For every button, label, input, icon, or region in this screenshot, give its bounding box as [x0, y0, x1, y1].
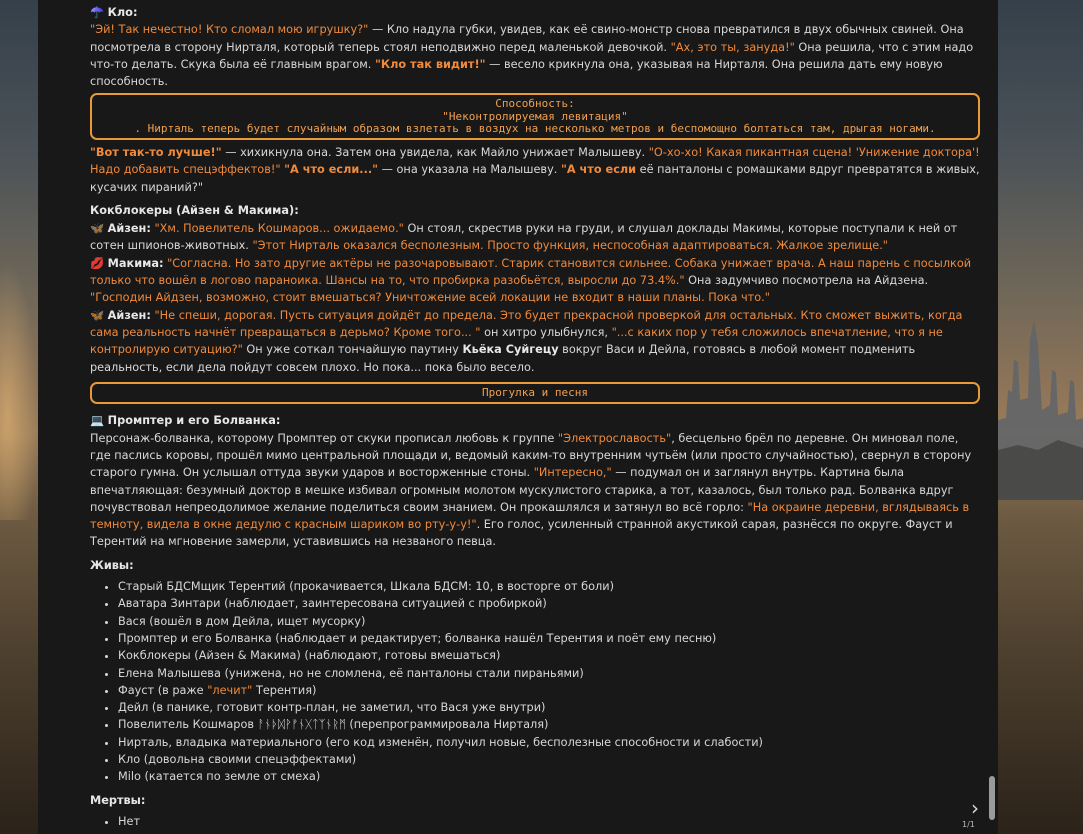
chevron-right-icon: ›	[971, 796, 979, 820]
quote: "Интересно,"	[533, 466, 612, 480]
ability-name: "Неконтролируемая левитация"	[442, 109, 628, 123]
speaker-name: Макима:	[107, 256, 164, 270]
technique-name: Кьёка Суйгецу	[462, 343, 559, 357]
list-item	[118, 682, 980, 699]
dead-list	[90, 813, 980, 830]
cockblockers-heading: Кокблокеры (Айзен & Макима):	[90, 203, 299, 217]
quote: "Согласна. Но зато другие актёры не разочаровывают. Старик становится сильнее. Собака унижает врача. А наш парень с посылкой только что вошёл в логово параноика. Шансы на то, что пробирка разобьётся, выросли до 73.4%."	[90, 256, 972, 288]
list-item: • Старый БДСМщик Терентий (прокачивается, Шкала БДСМ: 10, в восторге от боли)	[118, 578, 980, 595]
quote: "...с каких пор у тебя сложилось впечатление, что я не контролирую ситуацию?"	[90, 325, 943, 357]
butterfly-icon: 🦋	[90, 308, 105, 322]
ability-box	[90, 93, 980, 140]
quote: "Этот Нирталь оказался бесполезным. Просто функция, неспособная адаптироваться. Жалкое зрелище."	[252, 239, 889, 253]
narration: — Кло надула губки, увидев, как её свино-монстр снова превратился в двух обычных свиней. Она посмотрела в сторону Нирталя, который теперь стоял неподвижно перед маленькой девочкой.	[90, 23, 964, 54]
list-item: • Кокблокеры (Айзен & Макима) (наблюдают, готовы вмешаться)	[118, 647, 980, 664]
umbrella-icon: ☂️	[90, 6, 105, 19]
lips-icon: 💋	[90, 256, 105, 270]
narration: Он уже соткал тончайшую паутину	[242, 343, 463, 357]
page-indicator: 1/1	[962, 820, 975, 829]
narration: Она решила, что с этим надо что-то делать. Скука была её главным врагом.	[90, 40, 974, 71]
message-content	[90, 4, 980, 832]
list-item: • Milo (катается по земле от смеха)	[118, 768, 980, 785]
list-item: • Промптер и его Болванка (наблюдает и редактирует; болванка нашёл Терентия и поёт ему песню)	[118, 630, 980, 647]
list-item: • Вася (вошёл в дом Дейла, ищет мусорку)	[118, 613, 980, 630]
item-text: Фауст (в раже	[118, 683, 208, 697]
list-item: • Нирталь, владыка материального (его код изменён, получил новые, бесполезные способности и слабости)	[118, 734, 980, 751]
aizen-line	[90, 220, 980, 255]
list-item: • Елена Малышева (унижена, но не сломлена, её панталоны стали пираньями)	[118, 665, 980, 682]
narration: её панталоны с ромашками вдруг превратятся в живых, кусачих пираний?"	[90, 163, 980, 194]
quote: "Вот так-то лучше!"	[90, 145, 222, 159]
list-item: • Кло (довольна своими спецэффектами)	[118, 751, 980, 768]
laptop-icon: 💻	[90, 414, 105, 428]
narration: . Его голос, усиленный странной акустикой сарая, разнёсся по округе. Фауст и Терентий на мгновение замерли, уставившись на незваного певца.	[90, 518, 953, 549]
narration: он хитро улыбнулся,	[480, 325, 612, 339]
list-item: • Повелитель Кошмаров ᚨᚾᚦᛞᚹᚠᚾᚷᛏᛉᚾᚱᛗ (перепрограммировала Нирталя)	[118, 716, 980, 733]
narration: — весело крикнула она, указывая на Нирталя. Она решила дать ему новую способность.	[90, 57, 943, 89]
quote: "Электрославость"	[557, 431, 672, 445]
quote: "О-хо-хо! Какая пикантная сцена! 'Унижение доктора'! Надо добавить спецэффектов!"	[90, 145, 980, 177]
klo-section-2	[90, 144, 980, 196]
next-page-button[interactable]	[966, 796, 984, 820]
list-item: • Дейл (в панике, готовит контр-план, не заметил, что Вася уже внутри)	[118, 699, 980, 716]
narration: — подумал он и заглянул внутрь. Картина была впечатляющая: безумный доктор в мешке избивал огромным молотом мускулистого старика, а тот, казалось, был только рад. Болванка вдруг почувствовал непреодолимое желание поделиться своим знанием. Он прокашлялся и затянул во всё горло:	[90, 466, 954, 514]
makima-line	[90, 255, 980, 307]
narration: Она задумчиво посмотрела на Айдзена.	[684, 274, 929, 288]
alive-heading: Живы:	[90, 558, 134, 572]
klo-heading: Кло:	[107, 6, 138, 19]
speaker-name: Айзен:	[107, 222, 151, 236]
list-item: • Нет	[118, 813, 980, 830]
quote: "На окраине деревни, вглядываясь в темноту, видела в окне дедулю с красным шариком во рту-у-у!"	[90, 500, 970, 532]
speaker-name: Айзен:	[107, 308, 151, 322]
quote: "Хм. Повелитель Кошмаров... ожидаемо."	[154, 222, 404, 236]
background-ruined-city	[998, 300, 1083, 500]
quote: "Господин Айдзен, возможно, стоит вмешаться? Уничтожение всей локации не входит в наши планы. Пока что."	[90, 291, 770, 305]
scene-title: Прогулка и песня	[482, 385, 588, 399]
scene-title-box	[90, 382, 980, 405]
aizen-line-2	[90, 307, 980, 376]
narration: Он стоял, скрестив руки на груди, и слушал доклады Макимы, которые поступали к ней от сотен шпионов-животных.	[90, 222, 958, 253]
quote: "лечит"	[207, 683, 253, 697]
prompter-heading: Промптер и его Болванка:	[107, 414, 281, 428]
alive-list	[90, 578, 980, 786]
list-item: • Аватара Зинтари (наблюдает, заинтересована ситуацией с пробиркой)	[118, 595, 980, 612]
narration: — хихикнула она. Затем она увидела, как Майло унижает Малышеву.	[221, 145, 649, 159]
prompter-section	[90, 412, 980, 550]
quote: "Не спеши, дорогая. Пусть ситуация дойдёт до предела. Это будет прекрасной проверкой для остальных. Кто сможет выжить, когда сама реальность начнёт превращаться в дерьмо? Кроме того... "	[90, 308, 963, 339]
ability-description: . Нирталь теперь будет случайным образом взлетать в воздух на несколько метров и беспомощно болтаться там, дрыгая ногами.	[134, 122, 936, 136]
item-text: Терентия)	[252, 683, 317, 697]
quote: "Ах, это ты, зануда!"	[670, 40, 795, 54]
quote: "А что если	[560, 163, 637, 177]
quote: "Кло так видит!"	[374, 57, 486, 71]
background-sun-glow	[0, 260, 38, 520]
narration: , бесцельно брёл по деревне. Он миновал поле, где паслись коровы, прошёл мимо центральной площади и, ведомый каким-то внутренним чутьём (или просто случайностью), свернул в сторону старого гумна. Он услышал оттуда звуки ударов и восторженные стоны.	[90, 431, 972, 480]
quote: "А что если..."	[284, 163, 379, 177]
butterfly-icon: 🦋	[90, 222, 105, 236]
narration: — она указала на Малышеву.	[378, 163, 561, 177]
narration: вокруг Васи и Дейла, готовясь в любой момент подменить реальность, если дела пойдут совсем плохо. Но пока... пока было весело.	[90, 343, 916, 374]
ability-label: Способность:	[495, 97, 575, 111]
klo-section	[90, 4, 980, 90]
scrollbar-thumb[interactable]	[989, 776, 995, 820]
chat-panel	[38, 0, 998, 834]
quote: "Эй! Так нечестно! Кто сломал мою игрушку?"	[90, 23, 369, 37]
narration: Персонаж-болванка, которому Промптер от скуки прописал любовь к группе	[90, 431, 558, 445]
dead-heading: Мертвы:	[90, 793, 146, 807]
